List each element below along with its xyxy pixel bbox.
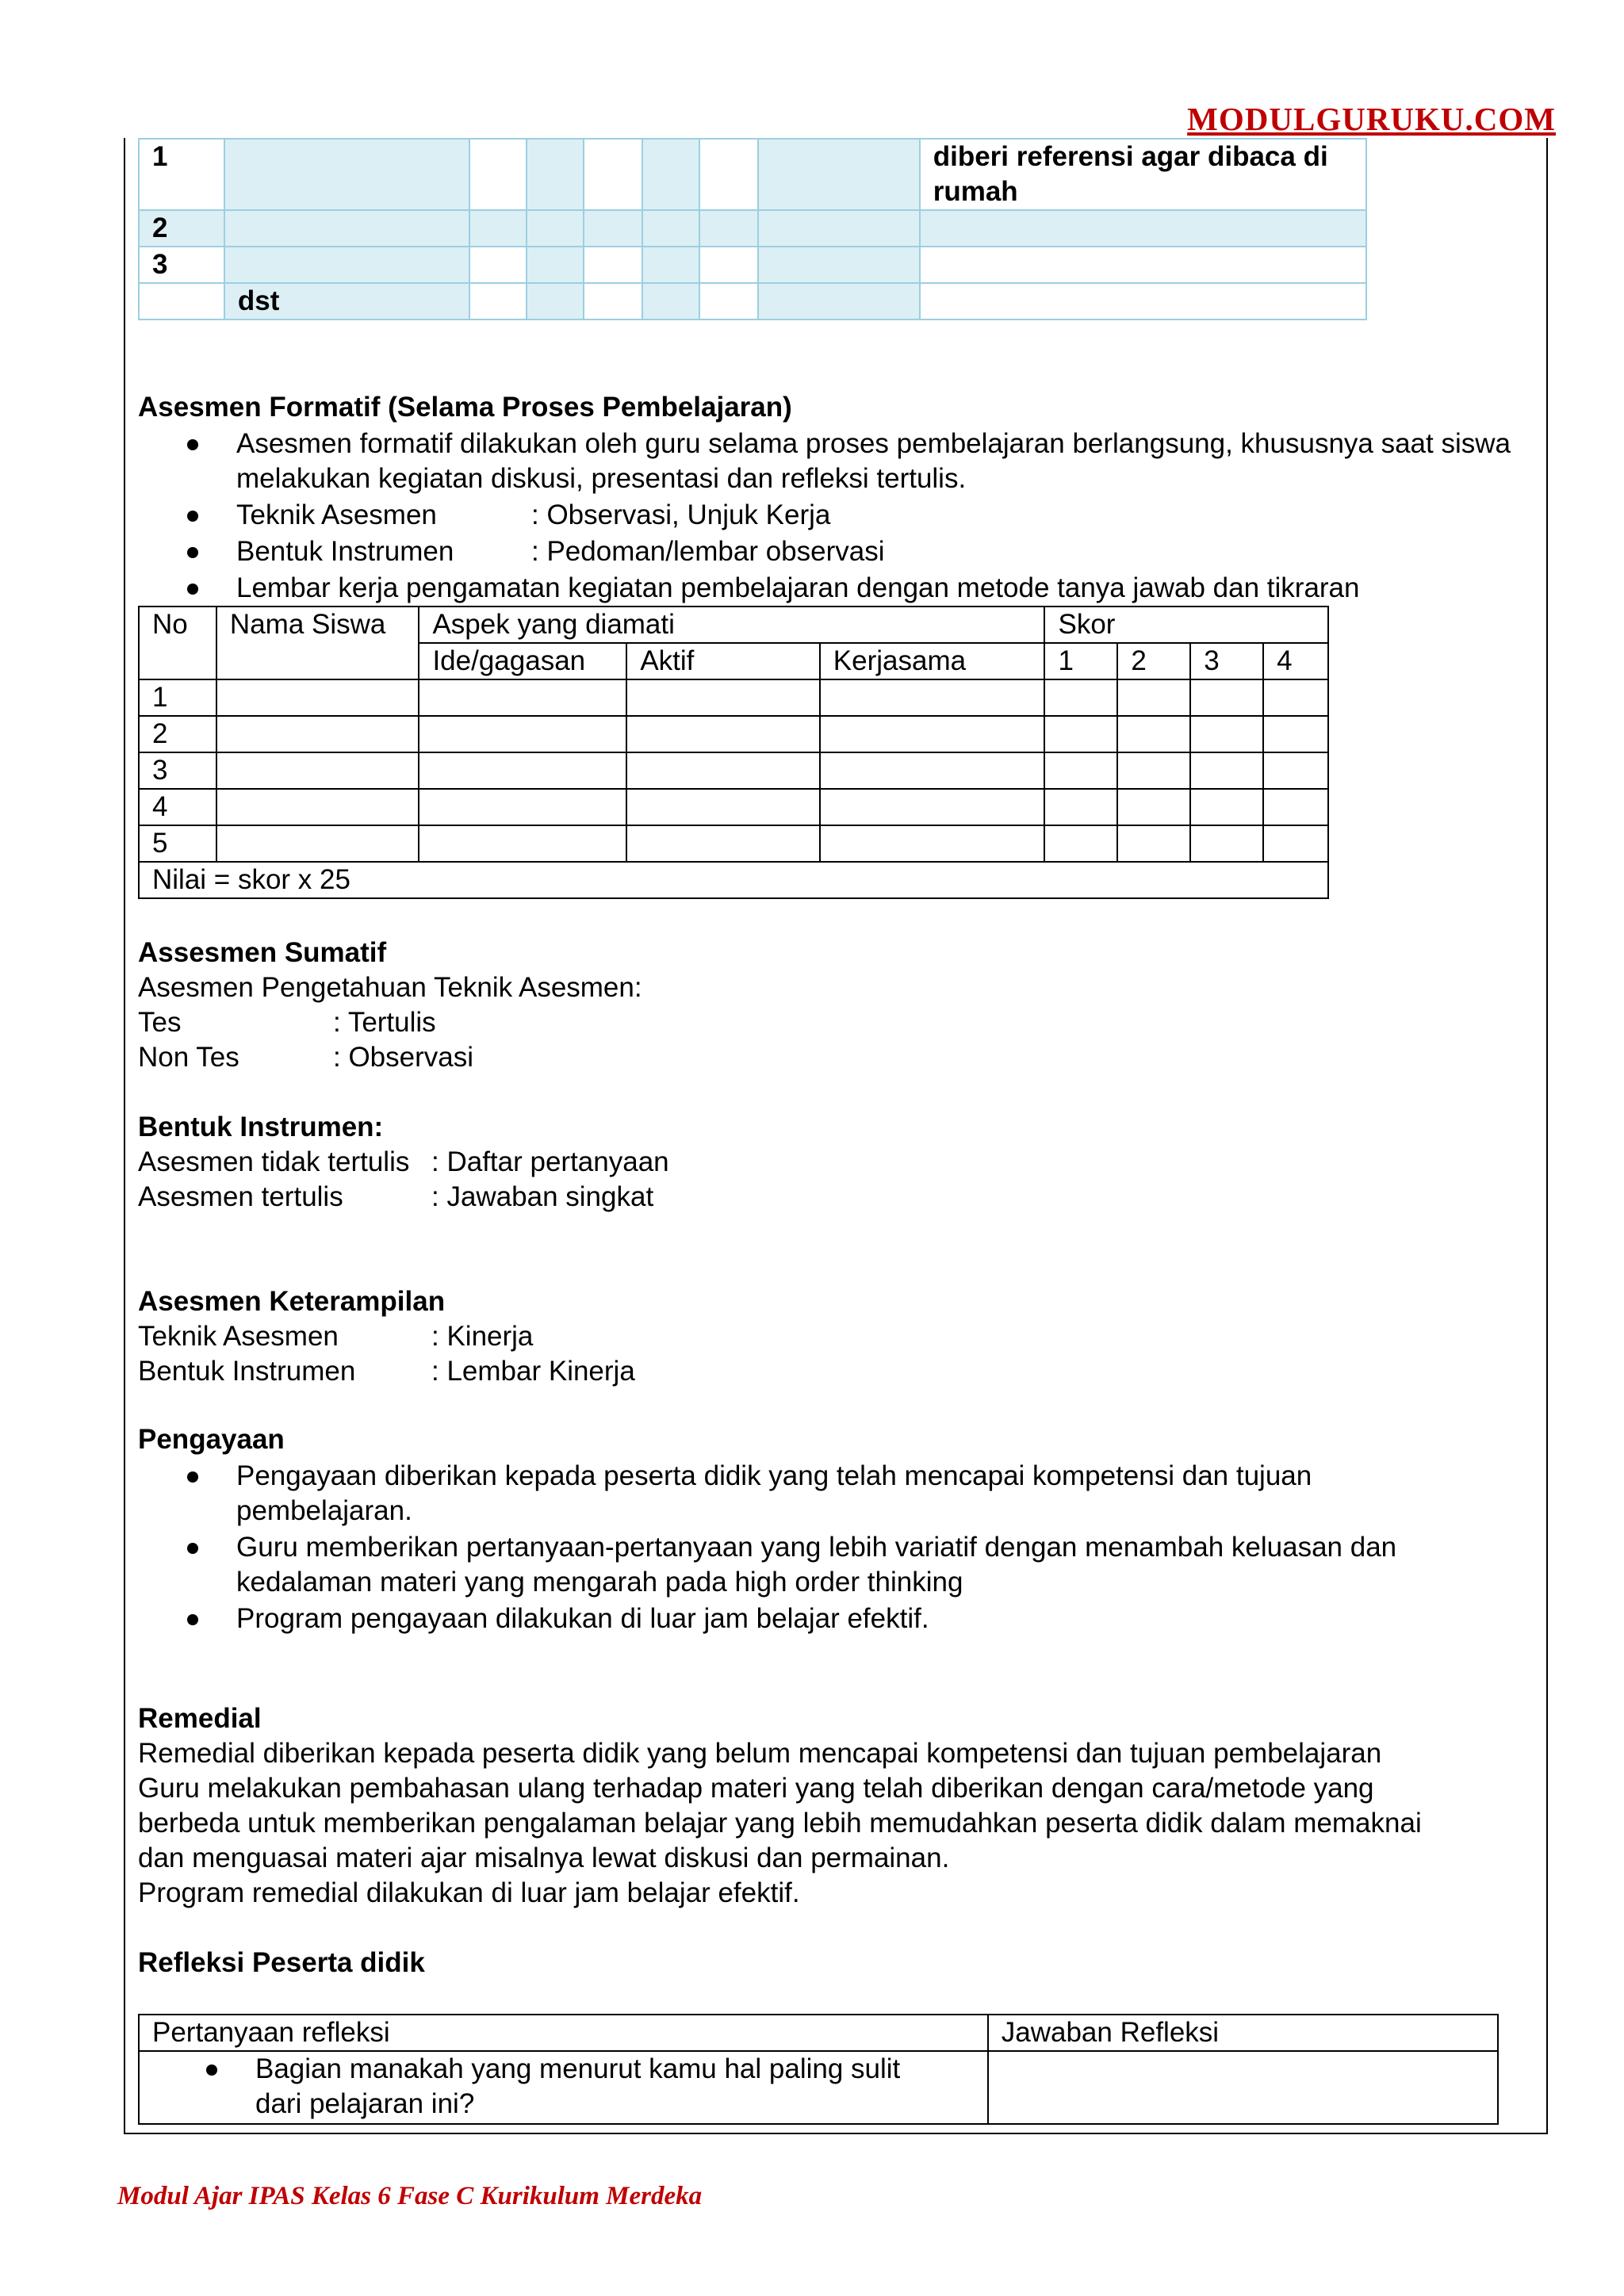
formatif-bullet-3-label: Bentuk Instrumen <box>236 536 454 567</box>
header-pertanyaan: Pertanyaan refleksi <box>139 2015 988 2051</box>
header-skor: Skor <box>1044 607 1328 643</box>
question-line2: dari pelajaran ini? <box>255 2088 475 2119</box>
pengayaan-b2-line2: kedalaman materi yang mengarah pada high order thinking <box>236 1567 963 1598</box>
header-no: No <box>139 607 216 679</box>
table-row <box>139 283 1366 320</box>
row-note: diberi referensi agar dibaca di rumah <box>920 139 1366 210</box>
score-4: 4 <box>1263 643 1328 679</box>
sumatif-line: Asesmen Pengetahuan Teknik Asesmen: <box>138 972 642 1003</box>
keterampilan-heading: Asesmen Keterampilan <box>138 1286 446 1317</box>
row-number: 3 <box>139 752 216 789</box>
nontes-label: Non Tes <box>138 1042 239 1073</box>
bullet-icon <box>187 547 198 558</box>
top-table <box>138 138 1367 320</box>
table-row <box>139 2051 1498 2124</box>
table-row <box>139 825 1328 862</box>
keterampilan-l2-label: Bentuk Instrumen <box>138 1356 356 1387</box>
aspect-aktif: Aktif <box>626 643 819 679</box>
pengayaan-b3: Program pengayaan dilakukan di luar jam belajar efektif. <box>236 1603 929 1634</box>
observation-table <box>138 606 1329 899</box>
row-number: 2 <box>139 716 216 752</box>
table-header-row <box>139 607 1328 643</box>
row-number: 3 <box>139 247 224 283</box>
aspect-ide: Ide/gagasan <box>419 643 626 679</box>
header-nama: Nama Siswa <box>216 607 419 679</box>
question-cell <box>139 2051 988 2124</box>
remedial-line-4: dan menguasai materi ajar misalnya lewat diskusi dan permainan. <box>138 1843 950 1873</box>
remedial-line-3: berbeda untuk memberikan pengalaman belajar yang lebih memudahkan peserta didik dalam memaknai <box>138 1808 1422 1839</box>
keterampilan-l1-label: Teknik Asesmen <box>138 1321 339 1352</box>
formatif-bullet-4: Lembar kerja pengamatan kegiatan pembelajaran dengan metode tanya jawab dan tikraran <box>236 572 1360 603</box>
remedial-line-1: Remedial diberikan kepada peserta didik yang belum mencapai kompetensi dan tujuan pembelajaran <box>138 1738 1382 1769</box>
pengayaan-heading: Pengayaan <box>138 1424 285 1455</box>
table-row <box>139 716 1328 752</box>
bullet-icon <box>187 1614 198 1625</box>
score-2: 2 <box>1117 643 1190 679</box>
bentuk-l2-label: Asesmen tertulis <box>138 1181 343 1212</box>
footer-text: Modul Ajar IPAS Kelas 6 Fase C Kurikulum Merdeka <box>117 2182 703 2210</box>
table-row <box>139 752 1328 789</box>
table-row <box>139 789 1328 825</box>
row-label: dst <box>224 283 470 320</box>
bentuk-l1-value: : Daftar pertanyaan <box>431 1146 669 1177</box>
bullet-icon <box>187 584 198 595</box>
bentuk-heading: Bentuk Instrumen: <box>138 1112 384 1142</box>
score-3: 3 <box>1190 643 1263 679</box>
tes-value: : Tertulis <box>333 1007 436 1038</box>
pengayaan-b1-line2: pembelajaran. <box>236 1495 412 1526</box>
table-row <box>139 210 1366 247</box>
site-brand-link[interactable]: MODULGURUKU.COM <box>1187 101 1556 137</box>
question-line1: Bagian manakah yang menurut kamu hal paling sulit <box>255 2053 901 2084</box>
row-number: 1 <box>139 679 216 716</box>
bentuk-l1-label: Asesmen tidak tertulis <box>138 1146 410 1177</box>
table-row <box>139 679 1328 716</box>
bullet-icon <box>187 1543 198 1554</box>
refleksi-table <box>138 2014 1499 2125</box>
formatif-bullet-3-value: : Pedoman/lembar observasi <box>531 536 885 567</box>
header-jawaban: Jawaban Refleksi <box>988 2015 1498 2051</box>
bullet-icon <box>206 2064 217 2076</box>
table-row <box>139 247 1366 283</box>
sumatif-heading: Assesmen Sumatif <box>138 937 387 968</box>
formatif-bullet-1: Asesmen formatif dilakukan oleh guru selama proses pembelajaran berlangsung, khususnya saat siswa melakukan kegiatan diskusi, presentasi dan refleksi tertulis. <box>236 428 1511 494</box>
row-number: 4 <box>139 789 216 825</box>
table-row <box>139 139 1366 210</box>
pengayaan-b1-line1: Pengayaan diberikan kepada peserta didik yang telah mencapai kompetensi dan tujuan <box>236 1460 1312 1491</box>
formatif-bullet-2-label: Teknik Asesmen <box>236 499 437 530</box>
bullet-icon <box>187 1471 198 1483</box>
remedial-line-5: Program remedial dilakukan di luar jam belajar efektif. <box>138 1877 800 1908</box>
table-header-row <box>139 2015 1498 2051</box>
bullet-icon <box>187 439 198 450</box>
nilai-formula: Nilai = skor x 25 <box>139 862 1328 898</box>
refleksi-heading: Refleksi Peserta didik <box>138 1947 425 1978</box>
remedial-heading: Remedial <box>138 1703 262 1734</box>
remedial-line-2: Guru melakukan pembahasan ulang terhadap materi yang telah diberikan dengan cara/metode yang <box>138 1773 1374 1804</box>
table-footer-row <box>139 862 1328 898</box>
keterampilan-l1-value: : Kinerja <box>431 1321 534 1352</box>
header-aspek: Aspek yang diamati <box>419 607 1044 643</box>
tes-label: Tes <box>138 1007 182 1038</box>
bentuk-l2-value: : Jawaban singkat <box>431 1181 654 1212</box>
row-number: 2 <box>139 210 224 247</box>
nontes-value: : Observasi <box>333 1042 473 1073</box>
aspect-kerjasama: Kerjasama <box>820 643 1045 679</box>
formatif-heading: Asesmen Formatif (Selama Proses Pembelajaran) <box>138 392 792 423</box>
row-number: 1 <box>139 139 224 210</box>
score-1: 1 <box>1044 643 1117 679</box>
answer-cell[interactable] <box>988 2051 1498 2124</box>
row-number: 5 <box>139 825 216 862</box>
formatif-bullet-2-value: : Observasi, Unjuk Kerja <box>531 499 831 530</box>
bullet-icon <box>187 511 198 522</box>
pengayaan-b2-line1: Guru memberikan pertanyaan-pertanyaan yang lebih variatif dengan menambah keluasan dan <box>236 1532 1397 1563</box>
keterampilan-l2-value: : Lembar Kinerja <box>431 1356 635 1387</box>
